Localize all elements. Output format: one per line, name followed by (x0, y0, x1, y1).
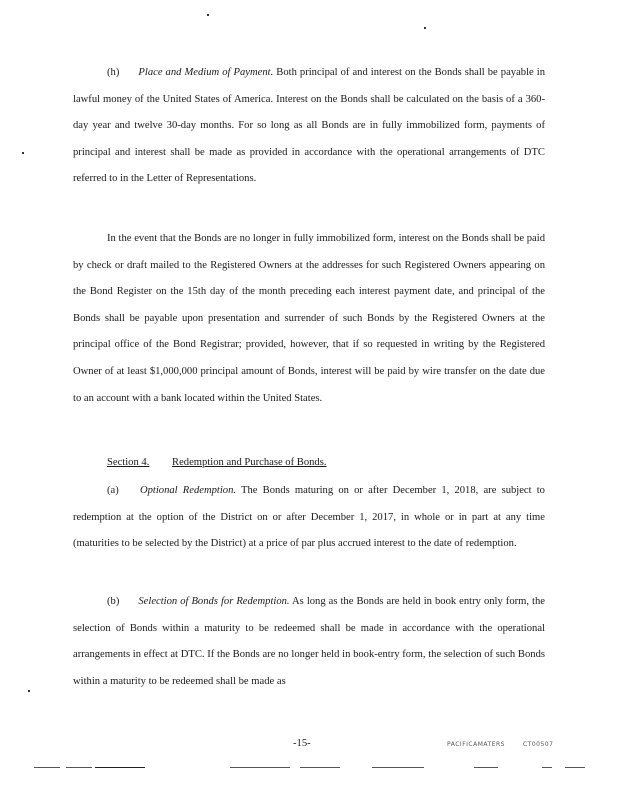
footer-rule-segment (34, 767, 60, 768)
footer-doc-code-right: CT00507 (523, 741, 554, 748)
section-h-body: Both principal of and interest on the Bonds shall be payable in lawful money of the United States of America. Interest on the Bonds shall be calculated on the basis of a 360-day year and twelve 30-day months. For so long as all Bonds are in fully immobilized form, payments of principal and interest shall be made as provided in accordance with the operational arrangements of DTC referred to in the Letter of Representations. (73, 67, 546, 185)
event-paragraph: In the event that the Bonds are no longer in fully immobilized form, interest on the Bonds shall be paid by check or draft mailed to the Registered Owners at the addresses for such Registered Owners appearing on the Bond Register on the 15th day of the month preceding each interest payment date, and principal of the Bonds shall be payable upon presentation and surrender of such Bonds by the Registered Owners at the principal office of the Bond Registrar; provided, however, that if so requested in writing by the Registered Owner of at least $1,000,000 principal amount of Bonds, interest will be paid by wire transfer on the date due to an account with a bank located within the United States. (73, 233, 545, 404)
section-h-label: (h) (107, 67, 120, 78)
section-a-title: Optional Redemption. (139, 485, 237, 496)
section-4-title: Redemption and Purchase of Bonds. (172, 457, 327, 468)
scan-speck (22, 152, 24, 154)
section-h-paragraph (73, 60, 545, 193)
page-number: -15- (293, 738, 311, 749)
section-b-label: (b) (107, 596, 120, 607)
scan-speck (28, 690, 30, 692)
footer-rule-segment (300, 767, 340, 768)
footer-rule-segment (95, 767, 145, 768)
footer-rule-segment (542, 767, 552, 768)
footer-rule-segment (474, 767, 498, 768)
footer-doc-code-left: PACIFICAMATERS (447, 741, 505, 748)
section-b-title: Selection of Bonds for Redemption. (138, 596, 290, 607)
section-a-paragraph (73, 478, 545, 558)
section-4-heading (107, 453, 327, 473)
footer-rule-segment (230, 767, 290, 768)
section-a-label: (a) (107, 485, 119, 496)
section-h-title: Place and Medium of Payment. (138, 67, 274, 78)
section-4-number: Section 4. (107, 457, 150, 468)
scan-speck (424, 27, 426, 29)
section-b-paragraph (73, 589, 545, 695)
footer-rule-segment (66, 767, 92, 768)
scan-speck (207, 14, 209, 16)
footer-rule-segment (372, 767, 424, 768)
section-a-body: The Bonds maturing on or after December 1, 2018, are subject to redemption at the option of the District on or after December 1, 2017, in whole or in part at any time (maturities to be selected by the District) at a price of par plus accrued interest to the date of redemption. (73, 485, 545, 550)
section-b-body: As long as the Bonds are held in book entry only form, the selection of Bonds within a maturity to be redeemed shall be made in accordance with the operational arrangements in effect at DTC. If the Bonds are no longer held in book-entry form, the selection of such Bonds within a maturity to be redeemed shall be made as (73, 596, 545, 687)
footer-rule-segment (565, 767, 585, 768)
